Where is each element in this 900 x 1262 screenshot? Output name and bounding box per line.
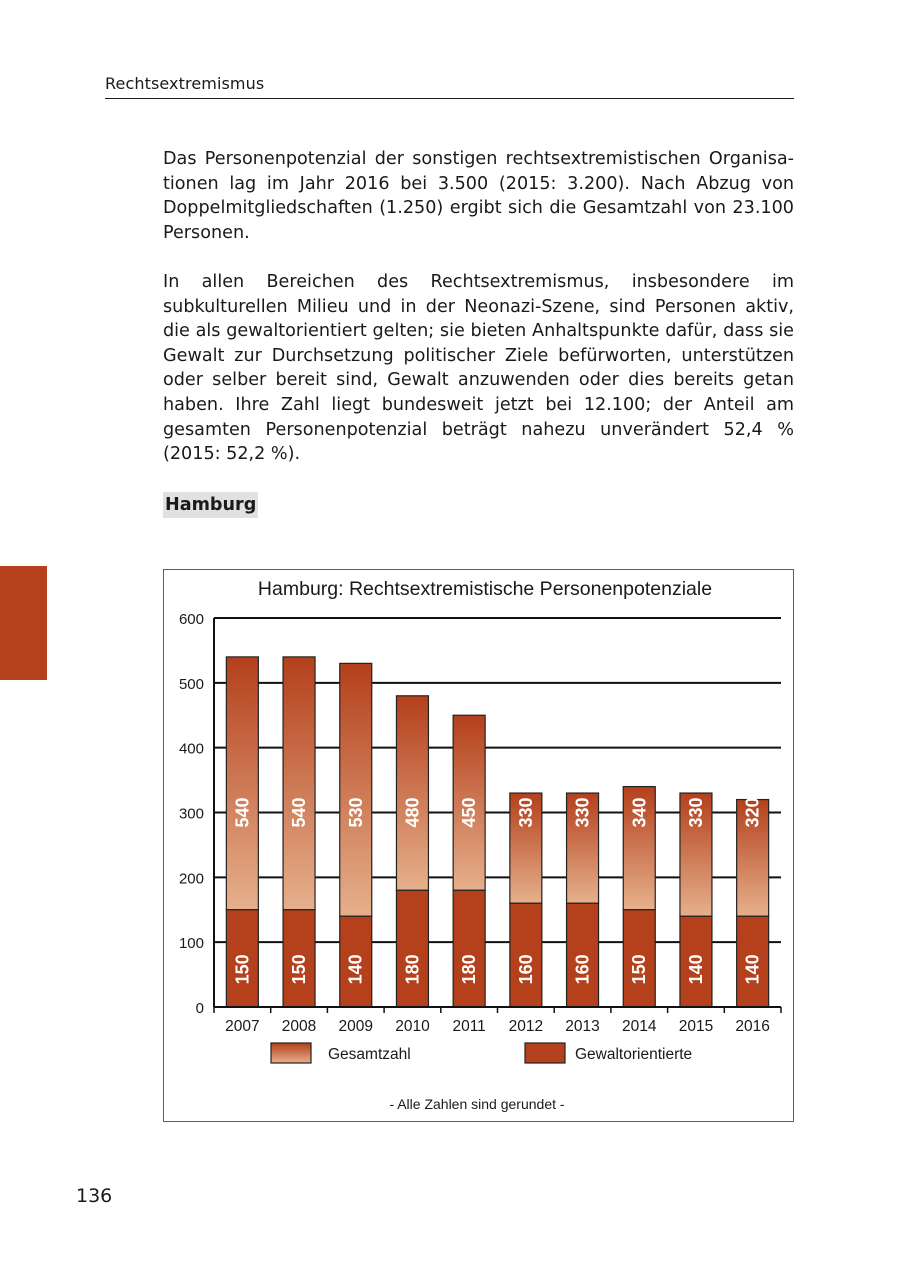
data-label-gesamtzahl-2015: 330 xyxy=(685,797,706,828)
bar-gesamtzahl-2009 xyxy=(340,663,372,916)
data-label-gesamtzahl-2011: 450 xyxy=(459,797,480,828)
x-tick-label-2009: 2009 xyxy=(338,1018,373,1035)
y-tick-label-200: 200 xyxy=(178,870,204,888)
data-label-gewaltorientierte-2010: 180 xyxy=(402,954,423,985)
section-heading-hamburg: Hamburg xyxy=(163,492,258,518)
bar-gewaltorientierte-2011 xyxy=(453,890,485,1007)
data-label-gesamtzahl-2009: 530 xyxy=(345,797,366,828)
x-tick-label-2013: 2013 xyxy=(565,1018,600,1035)
data-label-gewaltorientierte-2014: 150 xyxy=(629,954,650,985)
chart-frame xyxy=(163,569,794,1122)
bar-gesamtzahl-2010 xyxy=(396,696,428,891)
y-tick-label-100: 100 xyxy=(178,935,204,953)
y-tick-label-0: 0 xyxy=(195,1000,204,1017)
data-label-gesamtzahl-2007: 540 xyxy=(232,797,253,828)
bar-gewaltorientierte-2010 xyxy=(396,890,428,1007)
bar-chart xyxy=(164,570,792,1120)
data-label-gewaltorientierte-2012: 160 xyxy=(515,954,536,985)
x-tick-label-2010: 2010 xyxy=(395,1018,430,1035)
chapter-side-tab xyxy=(0,566,47,680)
x-tick-label-2007: 2007 xyxy=(225,1018,260,1035)
chart-bars xyxy=(226,657,768,1007)
x-tick-label-2011: 2011 xyxy=(452,1018,486,1035)
body-paragraph-1: Das Personenpotenzial der sonstigen rechtsextremistischen Organisationen lag im Jahr 2016 bei 3.500 (2015: 3.200). Nach Abzug von Doppelmitgliedschaften (1.250) ergibt sich die Gesamtzahl von 23.100 Personen. xyxy=(163,149,794,243)
data-label-gesamtzahl-2010: 480 xyxy=(402,797,423,828)
chart-legend xyxy=(271,1043,692,1063)
data-label-gewaltorientierte-2008: 150 xyxy=(289,954,310,985)
data-label-gewaltorientierte-2007: 150 xyxy=(232,954,253,985)
bar-gesamtzahl-2007 xyxy=(226,657,258,910)
x-tick-label-2015: 2015 xyxy=(678,1018,714,1035)
body-paragraph-2: In allen Bereichen des Rechtsextremismus, insbesondere im subkulturellen Milieu und in der Neonazi-Szene, sind Personen aktiv, die als gewaltorientiert gelten; sie bieten Anhaltspunkte dafür, dass sie Gewalt zur Durchsetzung politischer Ziele befürworten, unterstützen oder selber bereit sind, Gewalt anzuwenden oder dies bereits getan haben. Ihre Zahl liegt bundesweit jetzt bei 12.100; der Anteil am gesamten Personenpotenzial beträgt nahezu unverändert 52,4 % (2015: 52,2 %). xyxy=(163,272,794,465)
data-label-gesamtzahl-2008: 540 xyxy=(289,797,310,828)
header-rule xyxy=(105,98,794,99)
y-tick-label-500: 500 xyxy=(178,675,204,693)
legend-swatch-gewaltorientierte xyxy=(525,1043,565,1063)
running-head-title: Rechtsextremismus xyxy=(105,74,265,93)
legend-swatch-gesamtzahl xyxy=(271,1043,311,1063)
y-tick-label-300: 300 xyxy=(178,805,204,823)
data-label-gesamtzahl-2012: 330 xyxy=(515,797,536,828)
x-tick-label-2012: 2012 xyxy=(508,1018,544,1035)
data-label-gesamtzahl-2013: 330 xyxy=(572,797,593,828)
x-tick-label-2014: 2014 xyxy=(622,1018,657,1035)
legend-label-gesamtzahl: Gesamtzahl xyxy=(328,1046,411,1063)
y-tick-label-400: 400 xyxy=(178,740,204,758)
page-number: 136 xyxy=(76,1185,113,1207)
data-label-gesamtzahl-2016: 320 xyxy=(742,797,763,828)
x-tick-label-2008: 2008 xyxy=(281,1018,317,1035)
data-label-gewaltorientierte-2011: 180 xyxy=(459,954,480,985)
data-label-gewaltorientierte-2009: 140 xyxy=(345,954,366,985)
data-label-gewaltorientierte-2016: 140 xyxy=(742,954,763,985)
data-label-gewaltorientierte-2015: 140 xyxy=(685,954,706,985)
x-tick-label-2016: 2016 xyxy=(735,1018,770,1035)
chart-note: - Alle Zahlen sind gerundet - xyxy=(389,1096,565,1112)
data-label-gewaltorientierte-2013: 160 xyxy=(572,954,593,985)
y-tick-label-600: 600 xyxy=(178,611,204,628)
data-label-gesamtzahl-2014: 340 xyxy=(629,797,650,828)
chart-title: Hamburg: Rechtsextremistische Personenpotenziale xyxy=(257,578,713,600)
bar-gesamtzahl-2008 xyxy=(283,657,315,910)
legend-label-gewaltorientierte: Gewaltorientierte xyxy=(575,1046,693,1063)
